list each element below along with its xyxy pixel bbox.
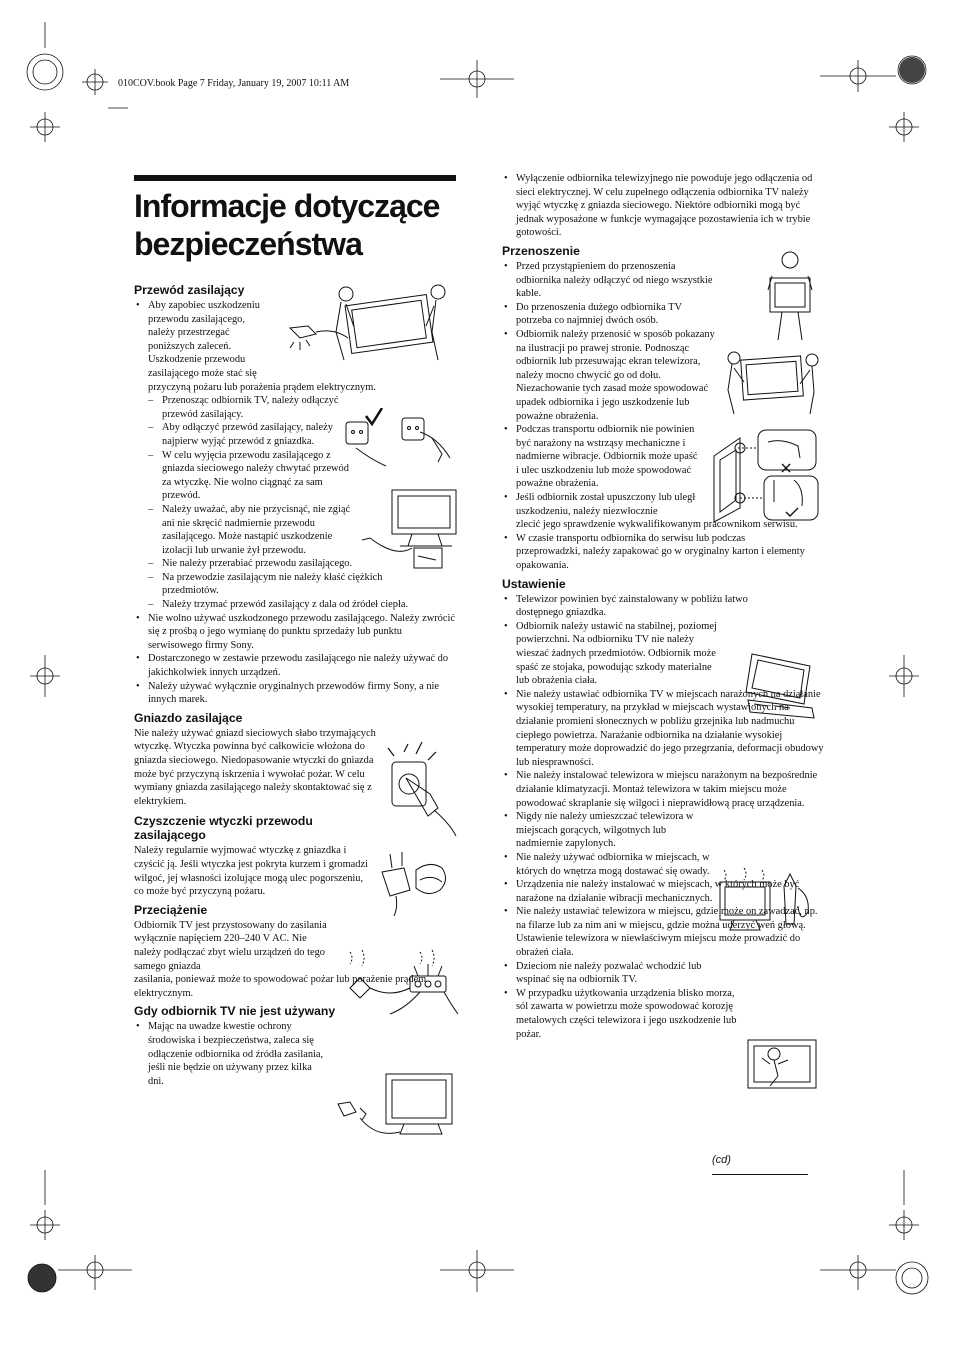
list-item: • Odbiornik należy ustawić na stabilnej, poziomej powierzchni. Na odbiorniku TV nie należy wieszać żadnych przedmiotów. Odbiornik może spaść ze stojaka, powodując szkody materialne lub obrażenia ciała. — [502, 620, 726, 688]
child-climbing-tv-illustration — [744, 1036, 820, 1092]
list-item: • Nie wolno używać uszkodzonego przewodu zasilającego. Należy zwrócić się z prośbą o jego wymianę do punktu sprzedaży lub punktu serwisowego firmy Sony. — [134, 612, 456, 653]
list-item: • Mając na uwadze kwestie ochrony środowiska i bezpieczeństwa, zaleca się odłączenie odbiornika od źródła zasilania, jeśli nie będzie on używany przez kilka dni. — [134, 1020, 324, 1088]
cleaning-heading: Czyszczenie wtyczki przewodu zasilającego — [134, 814, 313, 843]
list-item: • Nie należy używać odbiornika w miejscach, w których do wnętrza mogą dostawać się owady. — [502, 851, 712, 878]
not-used-heading: Gdy odbiornik TV nie jest używany — [134, 1004, 336, 1019]
list-item: – Należy trzymać przewód zasilający z dala od źródeł ciepła. — [134, 598, 456, 612]
unplug-plug-illustration — [342, 408, 460, 474]
list-item: • Dzieciom nie należy pozwalać wchodzić lub wspinać się na odbiornik TV. — [502, 960, 738, 987]
outlet-heading: Gniazdo zasilające — [134, 710, 243, 725]
list-item: • Aby zapobiec uszkodzeniu przewodu zasilającego, należy przestrzegać poniższych zaleceń. Uszkodzenie przewodu zasilającego może stać się przyczyną pożaru lub porażenia prądem elektrycznym. — [134, 299, 456, 394]
list-item: • Telewizor powinien być zainstalowany w pobliżu łatwo dostępnego gniazdka. — [502, 593, 796, 620]
title-bar — [134, 175, 456, 181]
list-item: – W celu wyjęcia przewodu zasilającego z gniazda sieciowego należy chwytać przewód za wtyczkę. Nie wolno ciągnąć za sam przewód. — [134, 449, 356, 503]
cleaning-text: Należy regularnie wyjmować wtyczkę z gniazdka i czyścić ją. Jeśli wtyczka jest pokryta kurzem i gromadzi wilgoć, jej własności izolujące mogą ulec pogorszeniu, co może być przyczyną pożaru. — [134, 845, 368, 898]
tv-grip-correct-incorrect-illustration — [710, 428, 822, 524]
list-item: – Aby odłączyć przewód zasilający, należy najpierw wyjąć przewód z gniazdka. — [134, 421, 340, 448]
outlet-text: Nie należy używać gniazd sieciowych słabo trzymających wtyczkę. Wtyczka powinna być całkowicie włożona do gniazda sieciowego. Niedopasowanie wtyczki do gniazda może być przyczyną iskrzenia i wywołać pożar. W celu wymiany gniazda zasilającego należy skontaktować się z elektrykiem. — [134, 727, 376, 807]
overloaded-outlet-illustration — [340, 948, 460, 1020]
installation-heading: Ustawienie — [502, 576, 566, 591]
outlet-spark-illustration — [386, 738, 458, 838]
list-item: • Odbiornik należy przenosić w sposób pokazany na ilustracji po prawej stronie. Podnosząc odbiornik lub przesuwając ekran telewizora, należy mocno chwycić go od dołu. Niezachowanie tych zasad może spowodować upadek odbiornika i jego uszkodzenie lub poważne obrażenia. — [502, 328, 716, 423]
page-title: Informacje dotyczące bezpieczeństwa — [134, 188, 440, 262]
list-item: • Jeśli odbiornik został upuszczony lub uległ uszkodzeniu, należy niezwłocznie zlecić jego sprawdzenie wykwalifikowanym pracownikom serwisu. — [502, 491, 824, 532]
list-item: • Nie należy ustawiać odbiornika TV w miejscach narażonych na działanie wysokiej temperatury, na przykład w miejscach wystawionych na działanie promieni słonecznych w pobliżu grzejnika lub nadmuchu ciepłego powietrza. Narażanie odbiornika na działanie wysokiej temperatury może doprowadzić do jego przegrzania, deformacji obudowy lub niesprawności. — [502, 688, 824, 770]
list-item: • Nigdy nie należy umieszczać telewizora w miejscach gorących, wilgotnych lub nadmiernie zapylonych. — [502, 810, 712, 851]
list-item: • Urządzenia nie należy instalować w miejscach, w których może być narażone na działanie wibracji mechanicznych. — [502, 878, 824, 905]
list-item: • Nie należy ustawiać telewizora w miejscu, gdzie może on zawadzać, np. na filarze lub za nim ani w miejscu, gdzie można uderzyć weń głową. Ustawienie telewizora w niewłaściwym miejscu może prowadzić do obrażeń ciała. — [502, 905, 824, 959]
list-item: – Nie należy przerabiać przewodu zasilającego. — [134, 557, 456, 571]
power-cord-heading: Przewód zasilający — [134, 283, 245, 297]
list-item: – Przenosząc odbiornik TV, należy odłączyć przewód zasilający. — [134, 394, 340, 421]
continued-rule — [712, 1174, 808, 1175]
carrying-heading: Przenoszenie — [502, 243, 580, 258]
overload-text-tail: zasilania, ponieważ może to spowodować pożar lub porażenie prądem elektrycznym. — [134, 974, 427, 999]
list-item: • Należy używać wyłącznie oryginalnych przewodów firmy Sony, a nie innych marek. — [134, 680, 456, 707]
tv-hot-humid-illustration — [714, 866, 822, 936]
list-item: • Podczas transportu odbiornik nie powinien być narażony na wstrząsy mechaniczne i nadmierne wibracje. Odbiornik może upaść i ulec uszkodzeniu lub może spowodować poważne obrażenia. — [502, 423, 702, 491]
list-item: • Przed przystąpieniem do przenoszenia odbiornika należy odłączyć od niego wszystkie kable. — [502, 260, 716, 301]
list-item: – Należy uważać, aby nie przycisnąć, nie zgiąć ani nie skręcić nadmiernie przewodu zasilającego. Może nastąpić uszkodzenie izolacji lub urwanie żył przewodu. — [134, 503, 356, 557]
list-item: • Dostarczonego w zestawie przewodu zasilającego nie należy używać do jakichkolwiek innych urządzeń. — [134, 652, 456, 679]
list-item: • W przypadku użytkowania urządzenia blisko morza, sól zawarta w powietrzu może spowodować korozję metalowych części telewizora i jego uszkodzenie lub pożar. — [502, 987, 738, 1041]
list-item: – Na przewodzie zasilającym nie należy kłaść ciężkich przedmiotów. — [134, 571, 424, 598]
overload-heading: Przeciążenie — [134, 902, 208, 917]
tv-unplugged-illustration — [320, 1068, 456, 1140]
two-people-moving-tv-illustration — [720, 350, 824, 416]
tv-on-stand-illustration — [740, 648, 822, 722]
two-people-carrying-tv-illustration — [286, 282, 458, 362]
page-header: 010COV.book Page 7 Friday, January 19, 2007 10:11 AM — [118, 78, 350, 89]
list-item: • Do przenoszenia dużego odbiornika TV potrzeba co najmniej dwóch osób. — [502, 301, 716, 328]
overload-text: Odbiornik TV jest przystosowany do zasilania wyłącznie napięciem 220–240 V AC. Nie należy podłączać zbyt wielu urządzeń do tego samego gniazda — [134, 919, 327, 972]
cleaning-plug-illustration — [376, 850, 456, 916]
list-item: • Wyłączenie odbiornika telewizyjnego nie powoduje jego odłączenia od sieci elektrycznej. W celu zupełnego odłączenia odbiornika TV należy wyjąć wtyczkę z gniazda sieciowego. Niektóre odbiorniki mogą być jednak wyposażone w funkcje wymagające pozostawienia ich w trybie gotowości. — [502, 172, 824, 240]
continued-note: (cd) — [712, 1154, 731, 1166]
list-item: • Nie należy instalować telewizora w miejscu narażonym na bezpośrednie działanie klimatyzacji. Montaż telewizora w takim miejscu może powodować skraplanie się wilgoci i nieprawidłową pracę urządzenia. — [502, 769, 824, 810]
person-carrying-tv-illustration — [760, 250, 820, 342]
list-item: • W czasie transportu odbiornika do serwisu lub podczas przeprowadzki, należy zapakować go w oryginalny karton i elementy opakowania. — [502, 532, 808, 573]
tv-cord-caution-illustration — [356, 486, 460, 574]
